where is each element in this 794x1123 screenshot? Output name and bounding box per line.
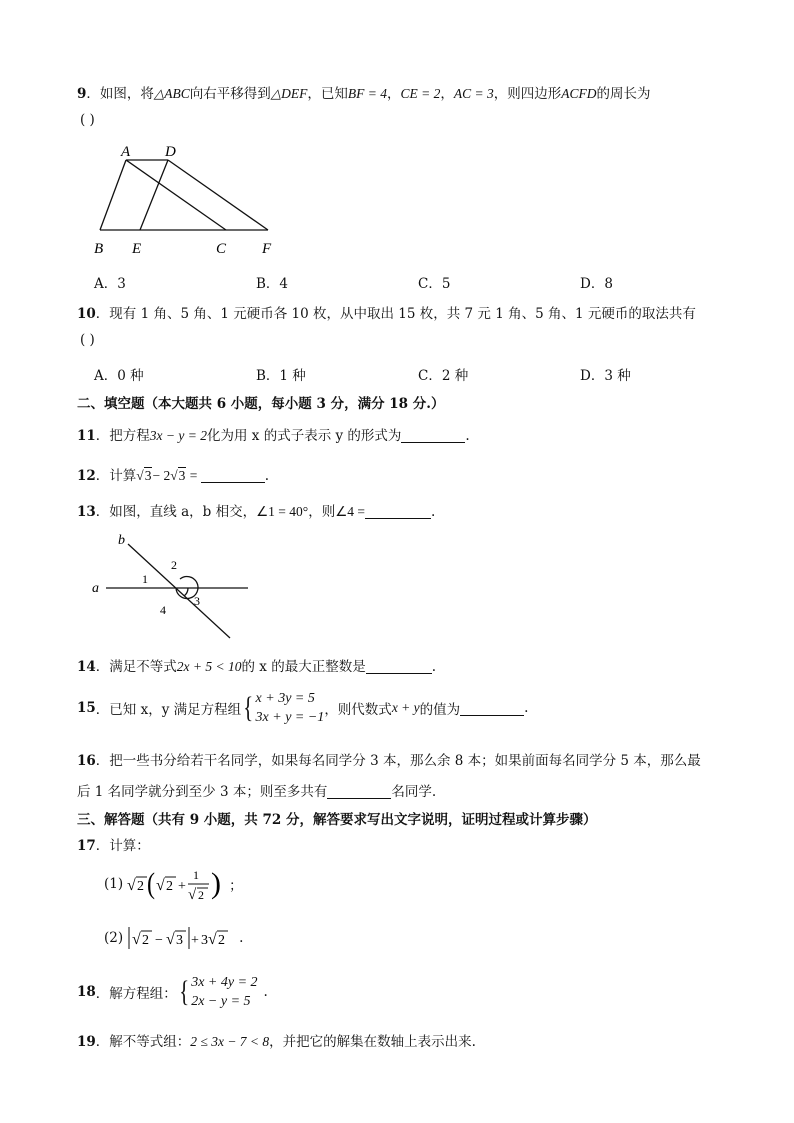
q14-text-1: 满足不等式: [109, 659, 177, 675]
q9-math-5: AC = 3: [453, 86, 494, 101]
q11-number: 11: [77, 428, 96, 444]
angle-4-label: 4: [160, 603, 166, 617]
q15-eq-1: x + 3y = 5: [255, 691, 315, 706]
q10-text: 现有 1 角、5 角、1 元硬币各 10 枚，从中取出 15 枚，共 7 元 1 角、5 角、1 元硬币的取法共有: [109, 306, 696, 322]
q16-text-3: 名同学.: [391, 784, 437, 800]
q19-number: 19: [77, 1034, 96, 1050]
q19-text-1: 解不等式组：: [109, 1034, 191, 1050]
q14-math: 2x + 5 < 10: [176, 659, 242, 674]
svg-text:√: √: [127, 877, 136, 894]
q12-equals: =: [186, 468, 201, 483]
q13-figure: [88, 530, 258, 645]
q18-text-1: 解方程组：: [109, 986, 177, 1002]
q16-text-1: 把一些书分给若干名同学，如果每名同学分 3 本，那么余 8 本；如果前面每名同学分 5 本，那么最: [109, 753, 701, 769]
q17-title: 计算：: [109, 838, 150, 854]
q15-number: 15: [77, 700, 96, 716]
label-B: B: [94, 241, 104, 257]
q9-option-a[interactable]: A．3: [94, 276, 126, 292]
q12-text-1: 计算: [109, 468, 137, 484]
q9-text-2: 向右平移得到: [189, 86, 271, 102]
svg-text:−: −: [155, 933, 164, 948]
q11-answer-blank[interactable]: [401, 428, 465, 443]
q16-line-2: [77, 780, 436, 800]
label-D: D: [165, 144, 176, 160]
q9-text-5: ，: [440, 86, 454, 102]
q15-brace: {: [243, 691, 254, 724]
q17-part-2-label: (2): [104, 930, 124, 946]
q14-line: 14．满足不等式2x + 5 < 10的 x 的最大正整数是 .: [77, 659, 437, 675]
label-A: A: [121, 144, 131, 160]
q10-option-b[interactable]: B．1 种: [256, 368, 306, 384]
q15-system: [256, 689, 325, 727]
q10-number: 10: [77, 306, 96, 322]
q9-math-3: BF = 4: [347, 86, 388, 101]
q17-part-1-expression: [127, 862, 229, 906]
q18-system: [191, 973, 257, 1011]
angle-3-label: 3: [194, 594, 200, 608]
angle-1-label: 1: [142, 572, 148, 586]
q17-number: 17: [77, 838, 96, 854]
svg-text:(: (: [147, 866, 156, 900]
q13-text-1: 如图，直线 a，b 相交，: [109, 504, 257, 520]
svg-text:2: 2: [198, 888, 205, 902]
q12-line: 12．计算√3− 2√3 = .: [77, 468, 270, 484]
svg-text:√: √: [132, 931, 141, 948]
q17-part-2-end: .: [239, 930, 244, 946]
q15-answer-blank[interactable]: [460, 701, 524, 716]
q19-text-2: ，并把它的解集在数轴上表示出来.: [269, 1034, 476, 1050]
q12-number: 12: [77, 468, 96, 484]
svg-text:2: 2: [166, 879, 174, 894]
q15-math: x + y: [391, 700, 420, 715]
q16-text-2: 后 1 名同学就分到至少 3 本；则至多共有: [77, 784, 328, 800]
section-2-title: 二、填空题（本大题共 6 小题，每小题 3 分，满分 18 分.）: [77, 396, 445, 412]
q19-math: 2 ≤ 3x − 7 < 8: [190, 1034, 270, 1049]
q13-answer-blank[interactable]: [365, 504, 431, 519]
q14-number: 14: [77, 659, 96, 675]
q17-part-1-end: ；: [229, 878, 243, 894]
label-a: a: [92, 581, 99, 596]
q14-answer-blank[interactable]: [366, 659, 432, 674]
q18-number: 18: [77, 984, 96, 1000]
label-C: C: [216, 241, 227, 257]
svg-text:1: 1: [193, 868, 200, 882]
q12-radicand-2: 3: [178, 468, 186, 483]
q9-math-1: △ABC: [153, 86, 190, 101]
section-3-title: 三、解答题（共有 9 小题，共 72 分，解答要求写出文字说明，证明过程或计算步骤）: [77, 812, 597, 828]
q15-text-3: 的值为: [419, 702, 461, 718]
svg-text:√: √: [208, 931, 217, 948]
q17-part-1: [104, 862, 243, 906]
q15-text-1: 已知 x，y 满足方程组: [109, 702, 242, 718]
q9-answer-paren: ( ): [80, 112, 95, 128]
q16-number: 16: [77, 753, 96, 769]
angle-2-label: 2: [171, 558, 177, 572]
q9-text-7: 的周长为: [596, 86, 651, 102]
q10-option-c[interactable]: C．2 种: [418, 368, 469, 384]
q9-figure: [88, 140, 288, 265]
svg-text:3: 3: [201, 933, 209, 948]
q9-math-2: △DEF: [270, 86, 308, 101]
q10-option-d[interactable]: D．3 种: [580, 368, 631, 384]
svg-text:√: √: [188, 887, 197, 903]
q9-text-4: ，: [387, 86, 401, 102]
q13-text-2: ，则: [308, 504, 336, 520]
label-b: b: [118, 533, 125, 548]
svg-text:+: +: [178, 879, 187, 894]
q14-text-2: 的 x 的最大正整数是: [241, 659, 366, 675]
svg-text:3: 3: [176, 933, 184, 948]
q10-answer-paren: ( ): [80, 332, 95, 348]
q9-line1: 9．如图，将△ABC向右平移得到△DEF，已知BF = 4，CE = 2，AC = 3，则四边形ACFD的周长为: [77, 86, 651, 102]
q10-line: 10．现有 1 角、5 角、1 元硬币各 10 枚，从中取出 15 枚，共 7 元 1 角、5 角、1 元硬币的取法共有: [77, 306, 696, 322]
q9-text-6: ，则四边形: [493, 86, 562, 102]
q17-line: 17．计算：: [77, 838, 150, 854]
q9-text-1: 如图，将: [99, 86, 154, 102]
q13-number: 13: [77, 504, 96, 520]
svg-text:√: √: [156, 877, 165, 894]
q15-eq-2: 3x + y = −1: [255, 710, 325, 725]
q11-end: .: [465, 428, 470, 444]
svg-text:2: 2: [142, 933, 150, 948]
svg-text:): ): [211, 867, 222, 900]
q16-line-1: 16．把一些书分给若干名同学，如果每名同学分 3 本，那么余 8 本；如果前面每名同学分 5 本，那么最: [77, 753, 701, 769]
q11-line: 11．把方程3x − y = 2化为用 x 的式子表示 y 的形式为 .: [77, 428, 470, 444]
svg-text:+: +: [191, 933, 200, 948]
q12-end: .: [264, 468, 270, 484]
svg-text:√: √: [166, 931, 175, 948]
q13-line: 13．如图，直线 a，b 相交，∠1 = 40°，则∠4 = .: [77, 504, 436, 520]
q15-line: 15 ． 已知 x，y 满足方程组 { x + 3y = 5 3x + y = −1 ，则代数式 x + y 的值为 .: [77, 691, 529, 725]
q11-math: 3x − y = 2: [149, 428, 208, 443]
q18-brace: {: [178, 975, 190, 1008]
q15-text-2: ，则代数式: [324, 702, 392, 718]
q17-part-1-label: (1): [104, 876, 124, 892]
q14-end: .: [431, 659, 437, 675]
q13-math-1: ∠1 = 40°: [256, 504, 309, 519]
q10-option-a[interactable]: A．0 种: [94, 368, 144, 384]
q12-answer-blank[interactable]: [201, 468, 265, 483]
q9-option-d[interactable]: D．8: [580, 276, 613, 292]
q9-option-c[interactable]: C．5: [418, 276, 451, 292]
q9-math-6: ACFD: [561, 86, 597, 101]
q17-part-2: [104, 922, 243, 954]
label-E: E: [132, 241, 142, 257]
q18-end: .: [263, 984, 268, 1000]
q18-eq-1: 3x + 4y = 2: [191, 975, 258, 990]
q18-line: 18 ． 解方程组： { 3x + 4y = 2 2x − y = 5 .: [77, 975, 268, 1009]
q12-radicand-1: 3: [144, 468, 152, 483]
svg-text:2: 2: [218, 933, 226, 948]
q16-answer-blank[interactable]: [327, 784, 391, 799]
q18-eq-2: 2x − y = 5: [191, 994, 251, 1009]
q9-option-b[interactable]: B．4: [256, 276, 289, 292]
q11-text-1: 把方程: [109, 428, 150, 444]
svg-text:2: 2: [137, 879, 145, 894]
q9-math-4: CE = 2: [400, 86, 441, 101]
q19-line: 19．解不等式组：2 ≤ 3x − 7 < 8，并把它的解集在数轴上表示出来.: [77, 1034, 476, 1050]
q9-number: 9: [77, 86, 87, 102]
q12-text-2: − 2: [152, 468, 171, 483]
q17-part-2-expression: [127, 923, 231, 953]
q15-end: .: [524, 700, 529, 716]
q13-math-2: ∠4 =: [335, 504, 366, 519]
q9-text-3: ，已知: [307, 86, 348, 102]
q11-text-2: 化为用 x 的式子表示 y 的形式为: [207, 428, 402, 444]
q13-end: .: [431, 504, 436, 520]
label-F: F: [262, 241, 272, 257]
